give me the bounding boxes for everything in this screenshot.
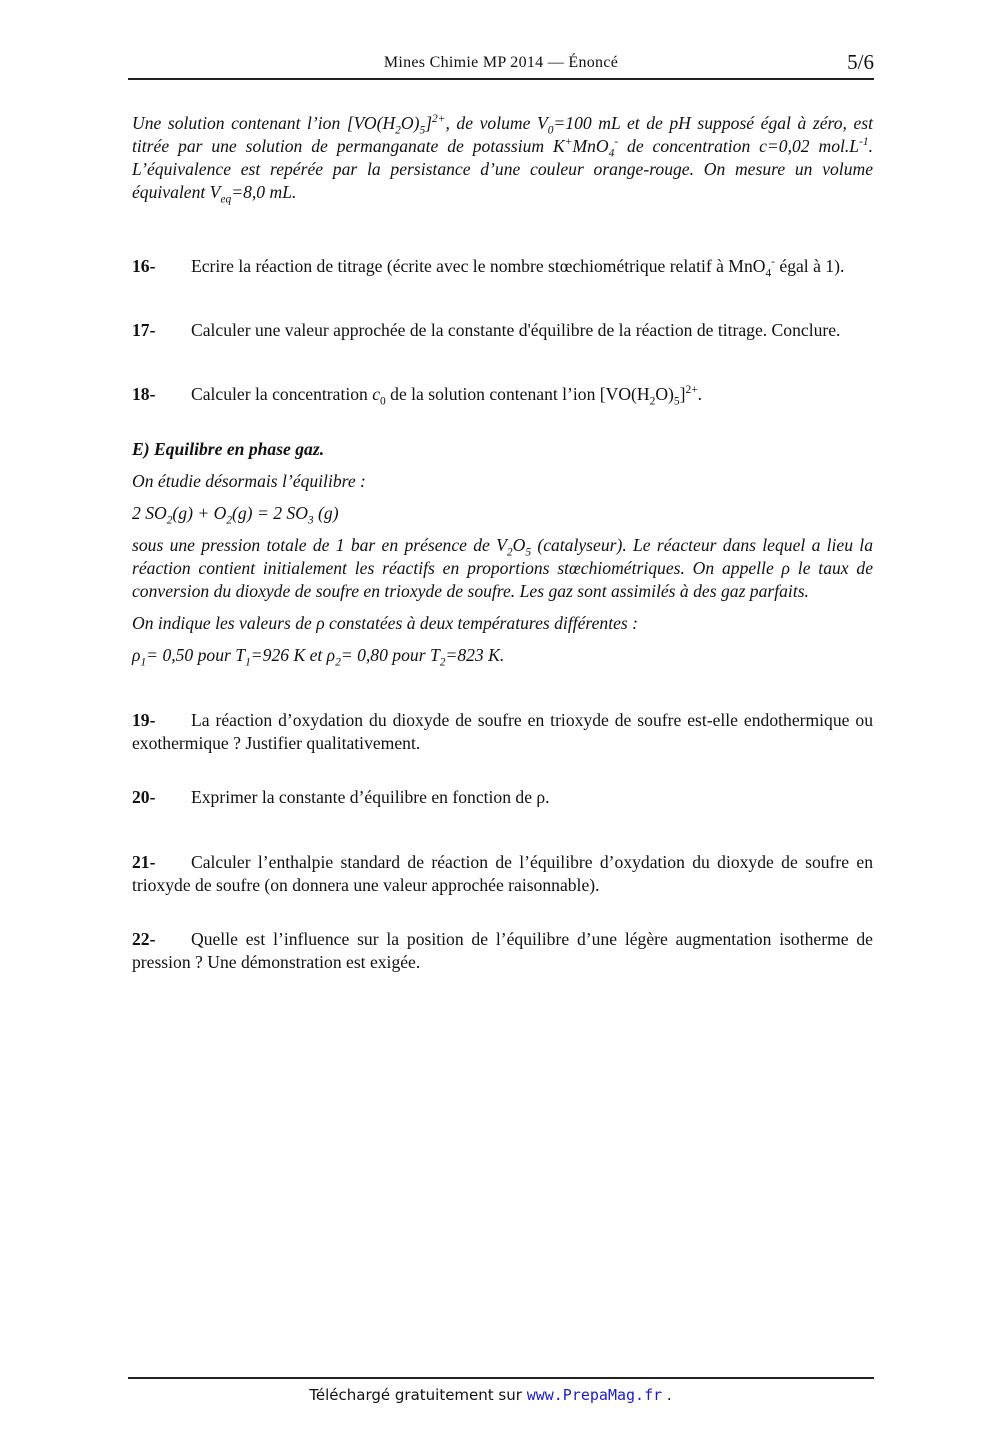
page-number: 5/6 <box>847 50 874 74</box>
footer-link[interactable]: www.PrepaMag.fr <box>526 1386 663 1404</box>
page-header <box>128 52 874 80</box>
question-17: 17- Calculer une valeur approchée de la constante d'équilibre de la réaction de titrage. Conclure. <box>132 320 841 340</box>
section-intro-line: On étudie désormais l’équilibre : <box>132 471 366 491</box>
question-20: 20- Exprimer la constante d’équilibre en fonction de ρ. <box>132 787 550 807</box>
equilibrium-equation: 2 $SO_2(g) + O_2(g) = 2$ $SO_3$ (g) <box>132 503 339 527</box>
question-number: 22- <box>132 929 156 949</box>
question-21: 21- Calculer l’enthalpie standard de réaction de l’équilibre d’oxydation du dioxyde de soufre en trioxyde de soufre (on donnera une valeur approchée raisonnable). <box>132 852 873 895</box>
header-title: Mines Chimie MP 2014 — Énoncé <box>383 54 619 71</box>
question-number: 21- <box>132 852 156 872</box>
rho-values: $\rho_1= 0,50$ pour $T_1=926$ K et $\rho_2= 0,80$ pour $T_2=823$ K. <box>132 645 505 669</box>
question-number: 17- <box>132 320 156 340</box>
question-19: 19- La réaction d’oxydation du dioxyde de soufre en trioxyde de soufre est-elle endothermique ou exothermique ? Justifier qualitativement. <box>132 710 873 753</box>
question-number: 18- <box>132 384 156 404</box>
question-18: 18- Calculer la concentration $c_0$ de la solution contenant l’ion $[VO(H_2O)_5]^{2+}$. <box>132 384 703 408</box>
section-title: E) Equilibre en phase gaz. <box>132 439 325 459</box>
question-number: 19- <box>132 710 156 730</box>
page-footer: Téléchargé gratuitement sur www.PrepaMag.fr . <box>309 1386 672 1404</box>
question-22: 22- Quelle est l’influence sur la position de l’équilibre d’une légère augmentation isotherme de pression ? Une démonstration est exigée. <box>132 929 873 972</box>
question-number: 20- <box>132 787 156 807</box>
section-paragraph: sous une pression totale de 1 bar en présence de $V_2O_5$ (catalyseur). Le réacteur dans lequel a lieu la réaction contient initialement les réactifs en proportions stœchiométriques. On appelle ρ le taux de conversion du dioxyde de soufre en trioxyde de soufre. Les gaz sont assimilés à des gaz parfaits. <box>132 535 873 601</box>
page-content <box>132 112 873 974</box>
intro-paragraph: Une solution contenant l’ion $[VO(H_2O)_5]^{2+}$, de volume $V_0=100$ mL et de pH supposé égal à zéro, est titrée par une solution de permanganate de potassium K+MnO$_4$- de concentration c=0,02 $mol.L^{-1}$. L’équivalence est repérée par la persistance d’une couleur orange-rouge. On mesure un volume équivalent $V_{eq}=8,0$ mL. <box>132 113 873 206</box>
question-number: 16- <box>132 256 156 276</box>
question-16: 16- Ecrire la réaction de titrage (écrite avec le nombre stœchiométrique relatif à MnO$_4$- égal à 1). <box>132 256 845 280</box>
footer-divider <box>128 1377 874 1379</box>
section-values-intro: On indique les valeurs de ρ constatées à deux températures différentes : <box>132 613 639 633</box>
